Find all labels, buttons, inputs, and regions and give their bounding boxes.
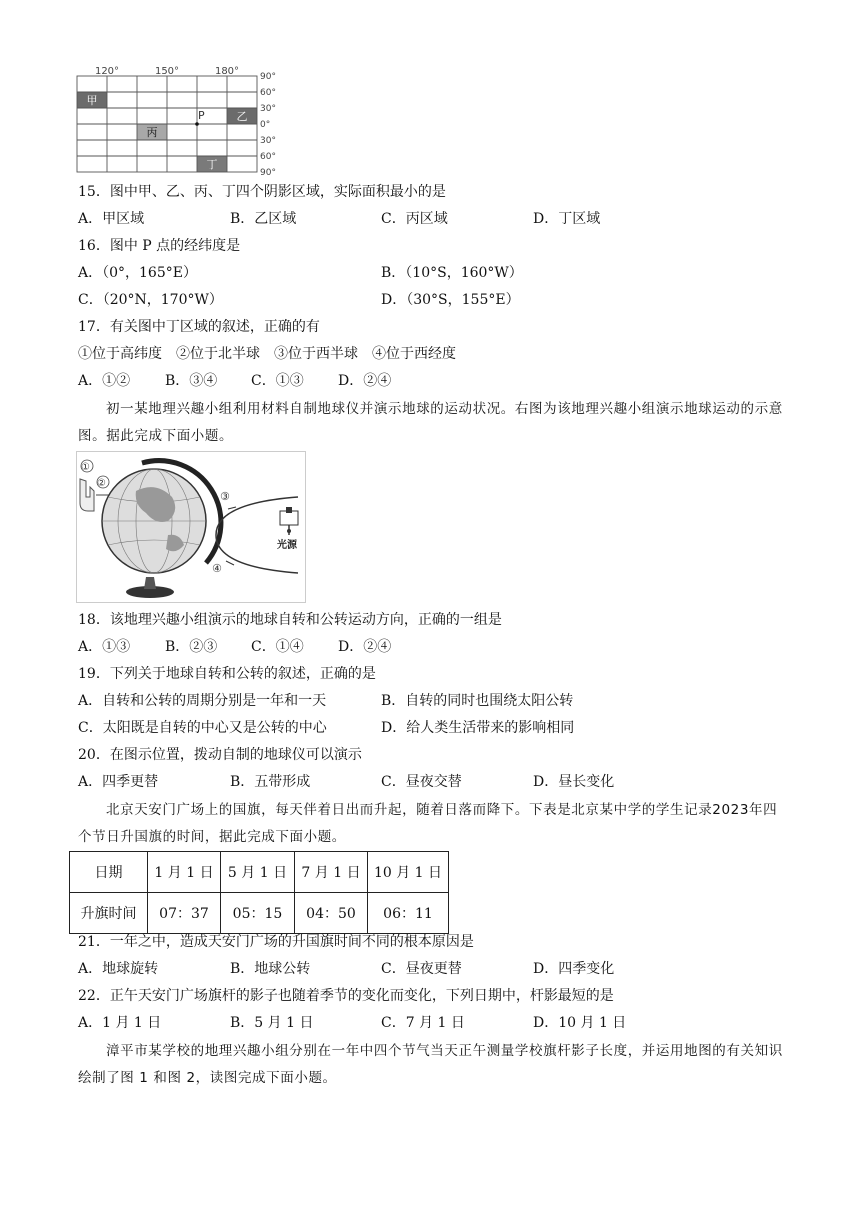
q17-option-a[interactable]: A．①② <box>78 373 131 389</box>
region-ding-label: 丁 <box>206 158 218 171</box>
table-cell: 04：50 <box>295 893 368 934</box>
q17-option-d[interactable]: D．②④ <box>338 373 392 389</box>
lon-label-180: 180° <box>214 66 240 77</box>
q21-option-a[interactable]: A．地球旋转 <box>78 961 159 977</box>
q15-option-c[interactable]: C．丙区域 <box>381 211 448 227</box>
passage-shadow-measure: 漳平市某学校的地理兴趣小组分别在一年中四个节气当天正午测量学校旗杆影子长度，并运用地图的有关知识绘制了图 1 和图 2，读图完成下面小题。 <box>78 1043 783 1086</box>
table-cell: 7 月 1 日 <box>295 852 368 893</box>
q21-stem: 21．一年之中，造成天安门广场的升国旗时间不同的根本原因是 <box>78 934 474 950</box>
table-header-date: 日期 <box>70 852 148 893</box>
globe-demo-figure <box>76 451 306 603</box>
table-cell: 1 月 1 日 <box>148 852 221 893</box>
passage-flag-raising: 北京天安门广场上的国旗，每天伴着日出而升起，随着日落而降下。下表是北京某中学的学生记录2023年四个节日升国旗的时间，据此完成下面小题。 <box>78 802 778 845</box>
q22-option-d[interactable]: D．10 月 1 日 <box>533 1015 627 1031</box>
label-3: ③ <box>220 490 230 503</box>
q19-option-c[interactable]: C．太阳既是自转的中心又是公转的中心 <box>78 720 327 736</box>
q17-option-c[interactable]: C．①③ <box>251 373 304 389</box>
label-4: ④ <box>212 562 222 575</box>
lat-label-90n: 90° <box>260 72 276 82</box>
q20-option-a[interactable]: A．四季更替 <box>78 774 159 790</box>
table-cell: 5 月 1 日 <box>221 852 295 893</box>
lat-label-30s: 30° <box>260 136 276 146</box>
lat-label-0: 0° <box>260 120 271 130</box>
q16-stem: 16．图中 P 点的经纬度是 <box>78 238 241 254</box>
q21-option-c[interactable]: C．昼夜更替 <box>381 961 462 977</box>
lat-label-60s: 60° <box>260 152 276 162</box>
q19-option-d[interactable]: D．给人类生活带来的影响相同 <box>381 720 575 736</box>
point-p-marker <box>195 122 199 126</box>
table-header-time: 升旗时间 <box>70 893 148 934</box>
region-bing-label: 丙 <box>146 126 158 139</box>
lon-label-120: 120° <box>94 66 120 77</box>
lat-label-60n: 60° <box>260 88 276 98</box>
q20-option-d[interactable]: D．昼长变化 <box>533 774 615 790</box>
q21-option-d[interactable]: D．四季变化 <box>533 961 615 977</box>
table-row <box>70 852 449 893</box>
q17-option-b[interactable]: B．③④ <box>165 373 218 389</box>
q22-option-b[interactable]: B．5 月 1 日 <box>230 1015 314 1031</box>
light-source-icon <box>280 507 298 535</box>
lat-label-90s: 90° <box>260 168 276 178</box>
q15-option-b[interactable]: B．乙区域 <box>230 211 297 227</box>
q22-option-c[interactable]: C．7 月 1 日 <box>381 1015 465 1031</box>
hand-icon <box>80 479 94 511</box>
q18-option-d[interactable]: D．②④ <box>338 639 392 655</box>
q22-stem: 22．正午天安门广场旗杆的影子也随着季节的变化而变化，下列日期中，杆影最短的是 <box>78 988 614 1004</box>
label-1: ① <box>81 462 90 473</box>
table-cell: 05：15 <box>221 893 295 934</box>
q21-option-b[interactable]: B．地球公转 <box>230 961 311 977</box>
q20-option-b[interactable]: B．五带形成 <box>230 774 311 790</box>
table-cell: 06：11 <box>368 893 449 934</box>
light-source-label: 光源 <box>277 540 297 551</box>
table-cell: 10 月 1 日 <box>368 852 449 893</box>
q15-stem: 15．图中甲、乙、丙、丁四个阴影区域，实际面积最小的是 <box>78 184 446 200</box>
region-jia-label: 甲 <box>86 94 98 107</box>
q20-option-c[interactable]: C．昼夜交替 <box>381 774 462 790</box>
q16-option-b[interactable]: B．（10°S，160°W） <box>381 265 523 281</box>
q16-option-a[interactable]: A．（0°，165°E） <box>78 265 197 281</box>
lat-label-30n: 30° <box>260 104 276 114</box>
table-cell: 07：37 <box>148 893 221 934</box>
lon-label-150: 150° <box>154 66 180 77</box>
point-p-label: P <box>198 109 205 122</box>
q15-option-a[interactable]: A．甲区域 <box>78 211 145 227</box>
flag-raising-table <box>69 851 449 934</box>
q16-option-c[interactable]: C．（20°N，170°W） <box>78 292 223 308</box>
q17-stem: 17．有关图中丁区域的叙述，正确的有 <box>78 319 320 335</box>
region-yi-label: 乙 <box>236 110 248 123</box>
q22-option-a[interactable]: A．1 月 1 日 <box>78 1015 162 1031</box>
q18-stem: 18．该地理兴趣小组演示的地球自转和公转运动方向，正确的一组是 <box>78 612 502 628</box>
passage-globe-demo: 初一某地理兴趣小组利用材料自制地球仪并演示地球的运动状况。右图为该地理兴趣小组演示地球运动的示意图。据此完成下面小题。 <box>78 401 783 444</box>
q15-option-d[interactable]: D．丁区域 <box>533 211 601 227</box>
q19-stem: 19．下列关于地球自转和公转的叙述，正确的是 <box>78 666 376 682</box>
q18-option-b[interactable]: B．②③ <box>165 639 218 655</box>
q18-option-a[interactable]: A．①③ <box>78 639 131 655</box>
q18-option-c[interactable]: C．①④ <box>251 639 304 655</box>
lat-lon-grid-figure <box>74 64 284 180</box>
q16-option-d[interactable]: D．（30°S，155°E） <box>381 292 520 308</box>
q17-statements: ①位于高纬度 ②位于北半球 ③位于西半球 ④位于西经度 <box>78 346 456 362</box>
q20-stem: 20．在图示位置，拨动自制的地球仪可以演示 <box>78 747 362 763</box>
q19-option-b[interactable]: B．自转的同时也围绕太阳公转 <box>381 693 574 709</box>
q19-option-a[interactable]: A．自转和公转的周期分别是一年和一天 <box>78 693 327 709</box>
table-row <box>70 893 449 934</box>
label-2: ② <box>97 478 106 489</box>
